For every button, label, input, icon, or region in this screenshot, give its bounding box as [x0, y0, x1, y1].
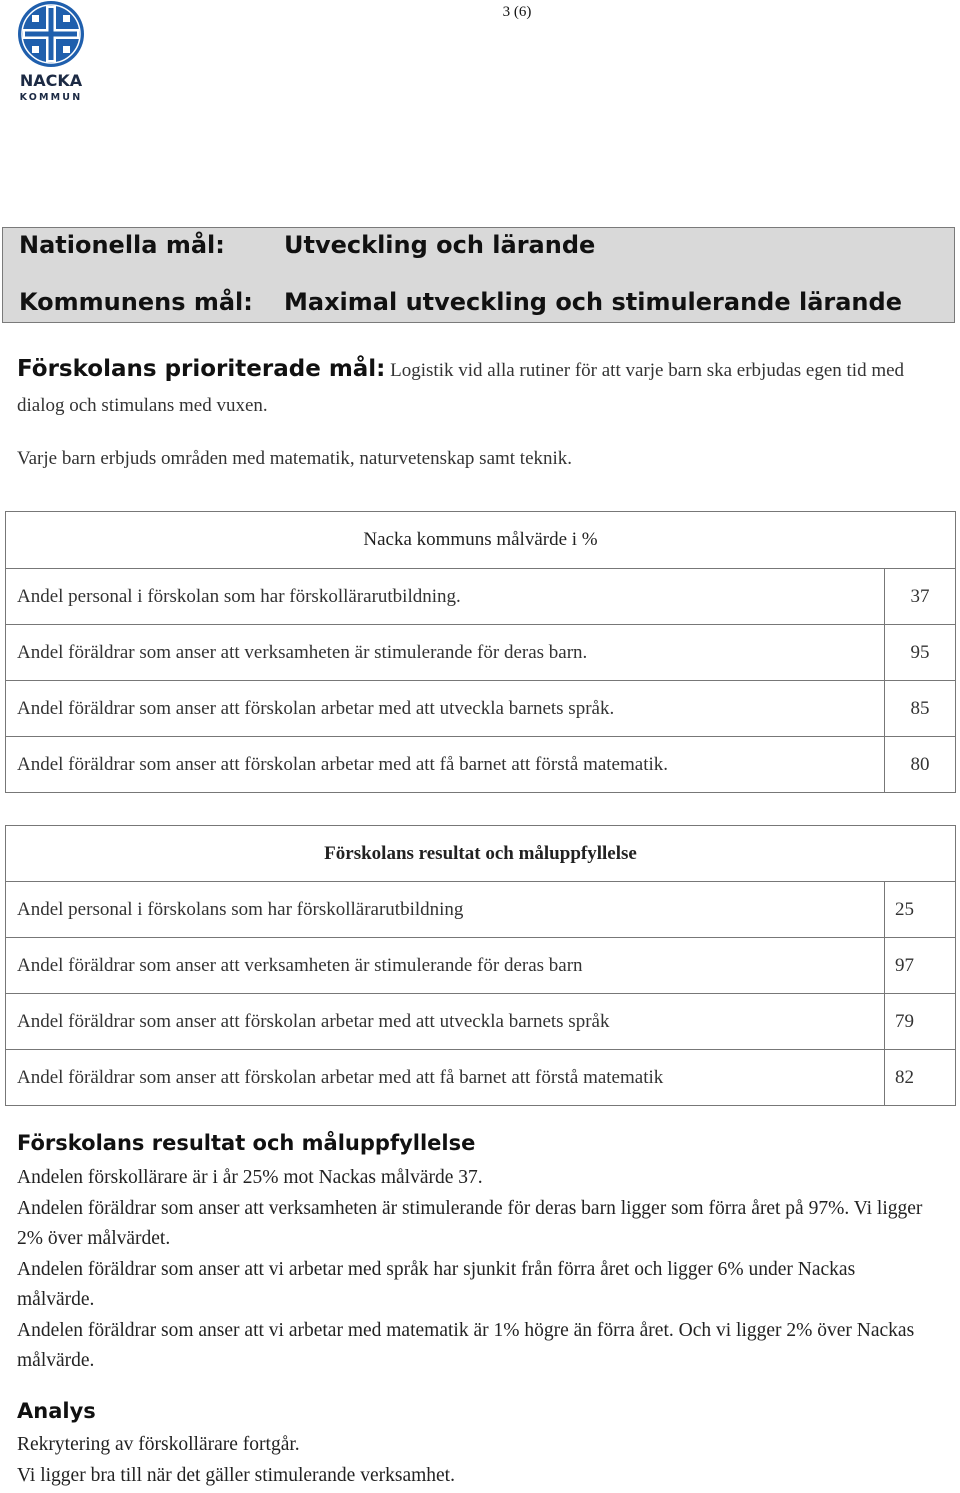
result-table-title: Förskolans resultat och måluppfyllelse	[6, 826, 956, 882]
result-heading: Förskolans resultat och måluppfyllelse	[17, 1131, 476, 1155]
table-cell-label: Andel föräldrar som anser att verksamheten är stimulerande för deras barn	[6, 938, 885, 994]
table-cell-label: Andel föräldrar som anser att förskolan arbetar med att få barnet att förstå matematik.	[6, 737, 885, 793]
table-row	[6, 737, 956, 793]
national-goal-label: Nationella mål:	[19, 231, 225, 259]
table-cell-value: 79	[885, 994, 956, 1050]
target-value-table	[5, 511, 956, 793]
result-paragraph: Andelen föräldrar som anser att vi arbetar med matematik är 1% högre än förra året. Och vi ligger 2% över Nackas målvärde.	[17, 1319, 915, 1371]
municipal-goal-label: Kommunens mål:	[19, 288, 253, 316]
table-cell-label: Andel föräldrar som anser att verksamheten är stimulerande för deras barn.	[6, 625, 885, 681]
priority-text-2: Varje barn erbjuds områden med matematik, naturvetenskap samt teknik.	[17, 448, 573, 469]
table-row	[6, 625, 956, 681]
table-cell-label: Andel föräldrar som anser att förskolan arbetar med att få barnet att förstå matematik	[6, 1050, 885, 1106]
result-paragraphs	[17, 1163, 937, 1377]
table-cell-value: 85	[885, 681, 956, 737]
priority-goal	[17, 352, 942, 423]
result-paragraph: Andelen föräldrar som anser att vi arbetar med språk har sjunkit från förra året och ligger 6% under Nackas målvärde.	[17, 1258, 856, 1310]
target-table-title: Nacka kommuns målvärde i %	[6, 512, 956, 569]
table-cell-label: Andel personal i förskolan som har förskollärarutbildning.	[6, 569, 885, 625]
table-cell-value: 80	[885, 737, 956, 793]
table-cell-label: Andel föräldrar som anser att förskolan arbetar med att utveckla barnets språk.	[6, 681, 885, 737]
svg-text:KOMMUN: KOMMUN	[19, 92, 83, 103]
table-cell-value: 82	[885, 1050, 956, 1106]
table-row	[6, 681, 956, 737]
table-row	[6, 994, 956, 1050]
priority-heading: Förskolans prioriterade mål:	[17, 356, 386, 382]
table-row	[6, 1050, 956, 1106]
result-table	[5, 825, 956, 1106]
table-row	[6, 882, 956, 938]
table-cell-label: Andel personal i förskolans som har förskollärarutbildning	[6, 882, 885, 938]
page-number: 3 (6)	[502, 4, 532, 20]
table-cell-value: 25	[885, 882, 956, 938]
goals-box	[2, 227, 955, 323]
analysis-paragraph: Rekrytering av förskollärare fortgår.	[17, 1434, 300, 1455]
national-goal-value: Utveckling och lärande	[284, 231, 596, 259]
municipal-goal-value: Maximal utveckling och stimulerande lärande	[284, 288, 902, 316]
priority-text: Logistik vid alla rutiner för att varje barn ska erbjudas egen tid med dialog och stimulans med vuxen.	[17, 360, 905, 416]
result-paragraph: Andelen föräldrar som anser att verksamheten är stimulerande för deras barn ligger som förra året på 97%. Vi ligger 2% över målvärdet.	[17, 1197, 923, 1249]
analysis-paragraph: Vi ligger bra till när det gäller stimulerande verksamhet.	[17, 1464, 455, 1486]
table-cell-label: Andel föräldrar som anser att förskolan arbetar med att utveckla barnets språk	[6, 994, 885, 1050]
table-row	[6, 938, 956, 994]
table-cell-value: 97	[885, 938, 956, 994]
result-paragraph: Andelen förskollärare är i år 25% mot Nackas målvärde 37.	[17, 1167, 483, 1188]
table-cell-value: 37	[885, 569, 956, 625]
analysis-paragraphs	[17, 1430, 937, 1491]
table-cell-value: 95	[885, 625, 956, 681]
svg-text:NACKA: NACKA	[19, 71, 83, 90]
analysis-heading: Analys	[17, 1399, 96, 1423]
table-row	[6, 569, 956, 625]
